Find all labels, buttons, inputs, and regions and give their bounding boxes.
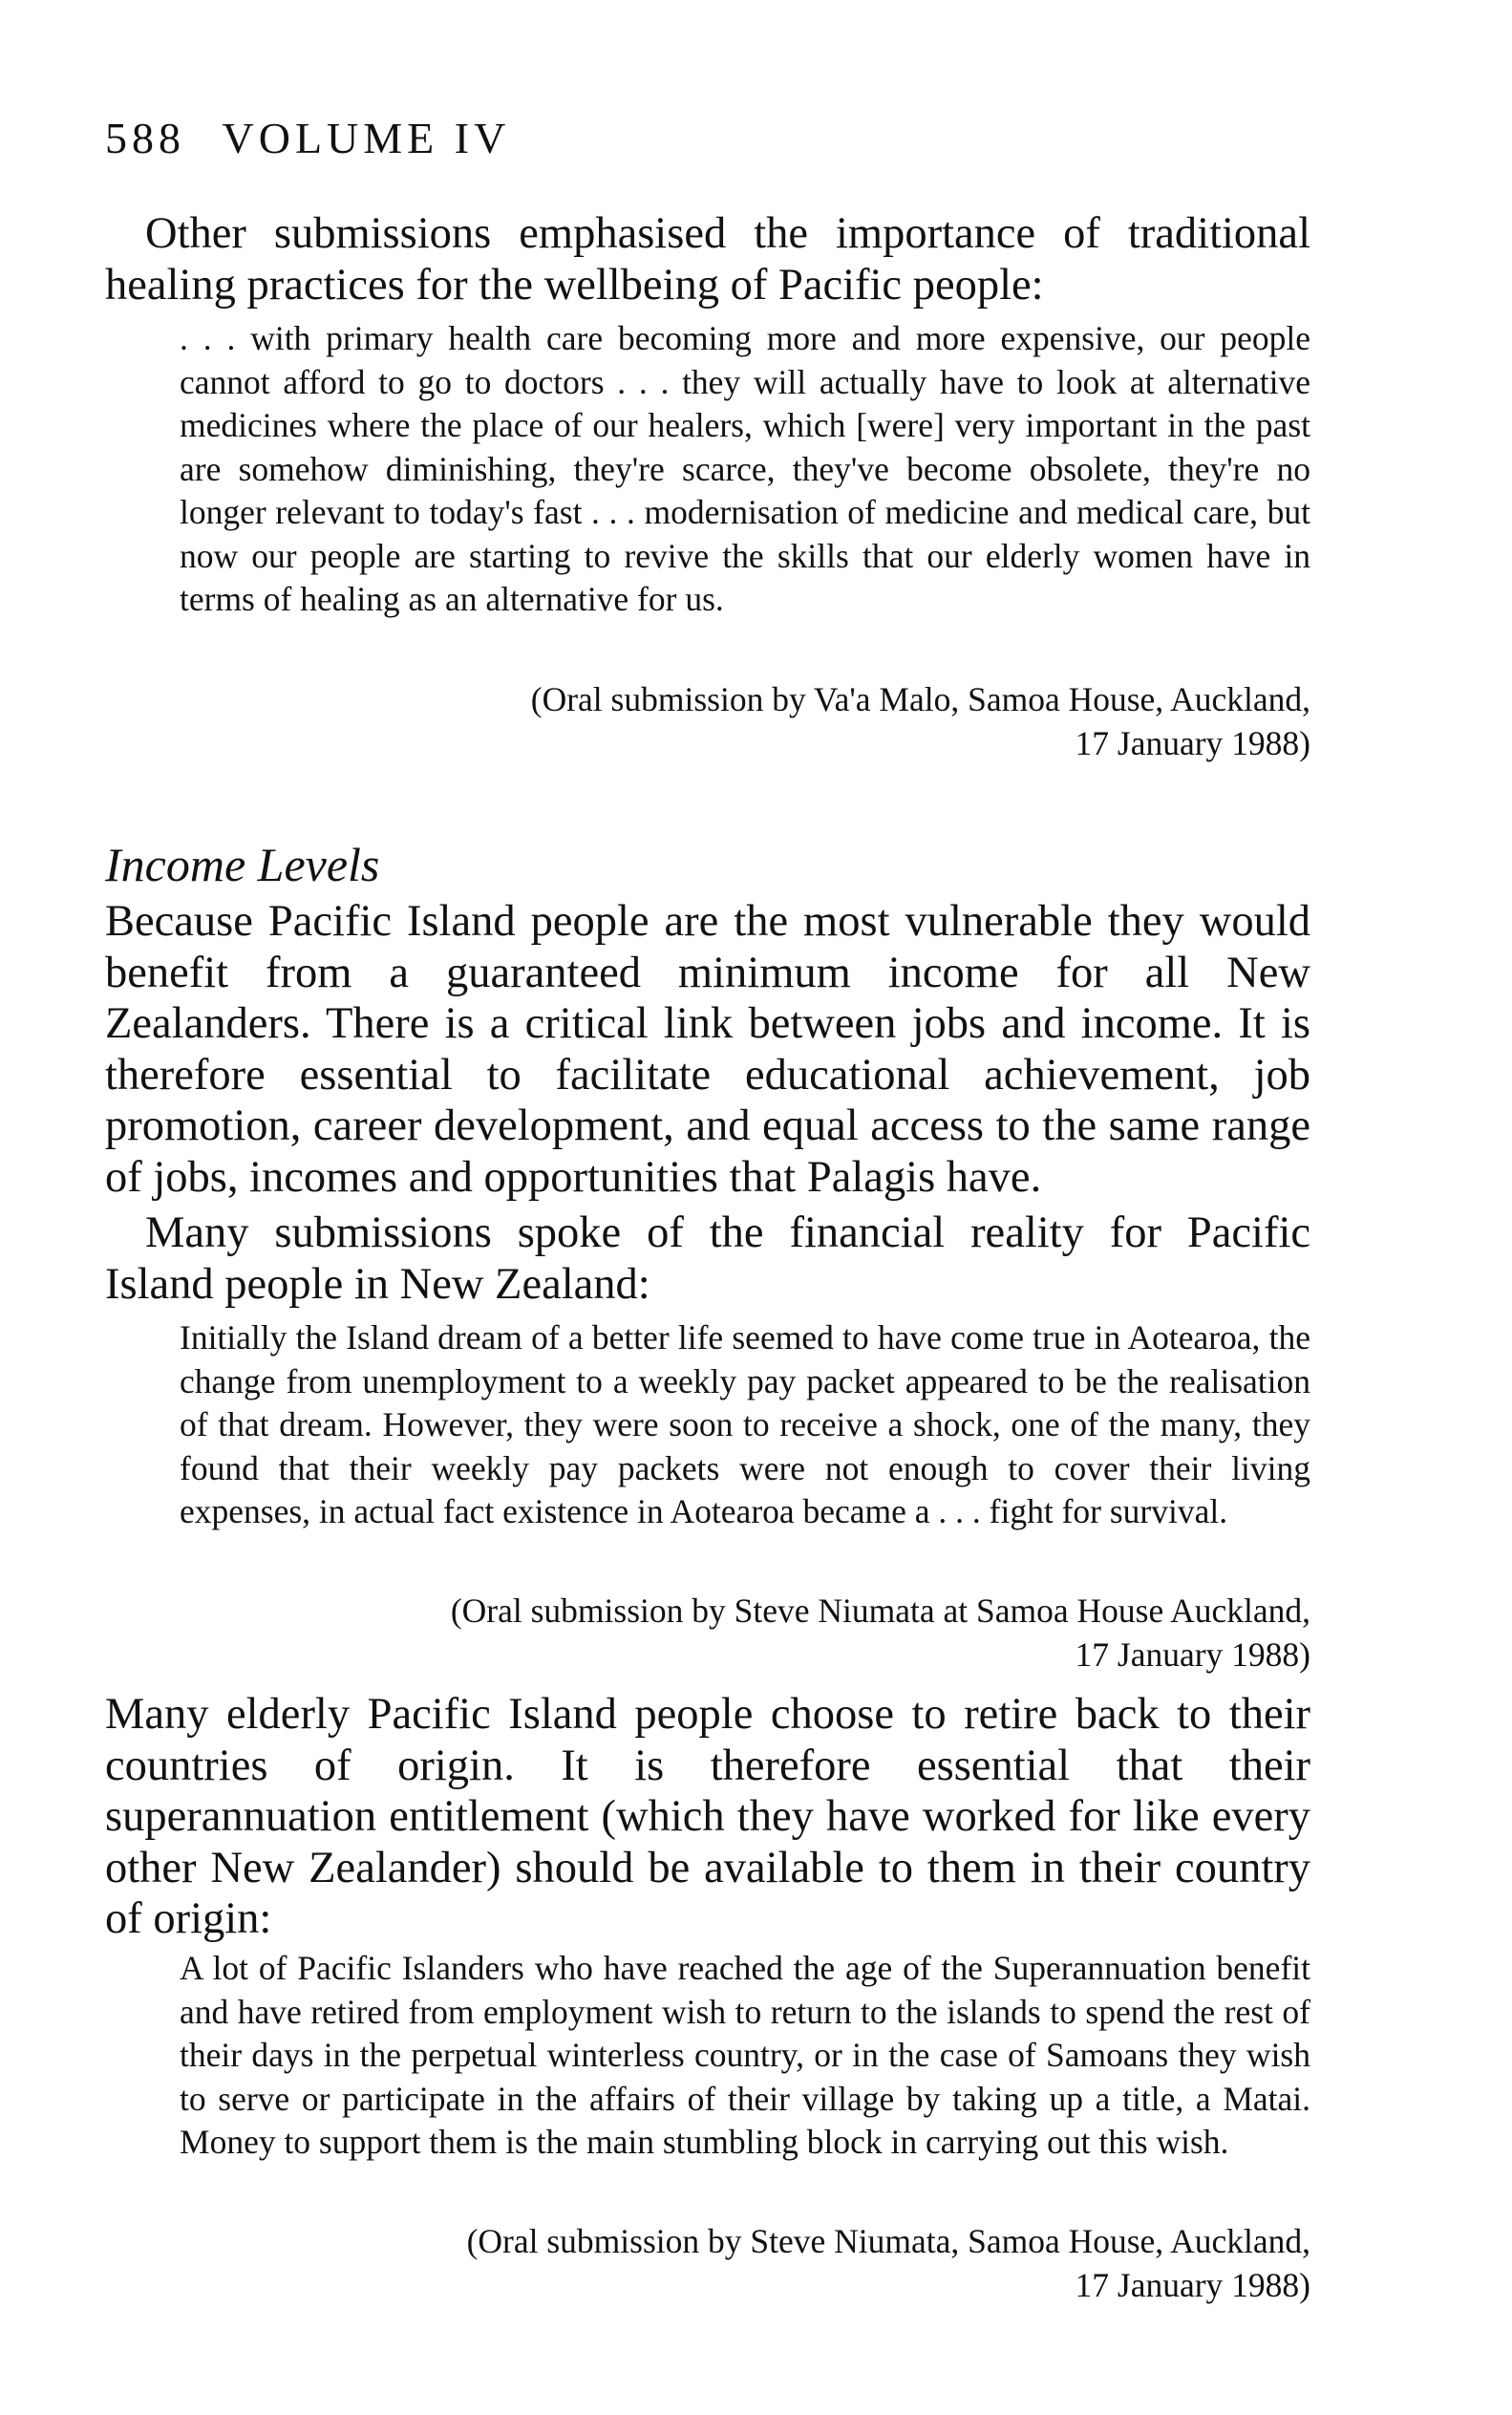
quote-attribution-line2: 17 January 1988) xyxy=(1075,2266,1310,2304)
paragraph-text: Other submissions emphasised the importance of traditional healing practices for the wellbeing of Pacific people: xyxy=(105,209,1310,310)
paragraph-text: Because Pacific Island people are the most vulnerable they would benefit from a guaranteed minimum income for all New Zealanders. There is a critical link between jobs and income. It is therefore essential to facilitate educational achievement, job promotion, career development, and equal access to the same range of jobs, incomes and opportunities that Palagis have. xyxy=(105,897,1310,1202)
section-heading: Income Levels xyxy=(105,838,380,891)
paragraph-financial-reality xyxy=(105,1208,1310,1310)
paragraph-income xyxy=(105,896,1310,1203)
quote-attribution-line2: 17 January 1988) xyxy=(1075,1635,1310,1674)
quote-steve-niumata-2: A lot of Pacific Islanders who have reached the age of the Superannuation benefit and have retired from employment wish to return to the islands to spend the rest of their days in the perpetual winterless country, or in the case of Samoans they wish to serve or participate in the affairs of their village by taking up a title, a Matai. Money to support them is the main stumbling block in carrying out this wish. xyxy=(180,1949,1310,2161)
volume-label: VOLUME IV xyxy=(222,114,511,162)
paragraph-text: Many submissions spoke of the financial reality for Pacific Island people in New Zealand: xyxy=(105,1208,1310,1309)
paragraph-traditional-healing xyxy=(105,208,1310,310)
page-number: 588 xyxy=(105,114,185,162)
quote-attribution-line1: (Oral submission by Steve Niumata at Samoa House Auckland, xyxy=(450,1592,1310,1630)
quote-steve-niumata-1: Initially the Island dream of a better life seemed to have come true in Aotearoa, the change from unemployment to a weekly pay packet appeared to be the realisation of that dream. However, they were soon to receive a shock, one of the many, they found that their weekly pay packets were not enough to cover their living expenses, in actual fact existence in Aotearoa became a . . . fight for survival. xyxy=(180,1318,1310,1530)
quote-attribution-line2: 17 January 1988) xyxy=(1075,724,1310,762)
quote-attribution-line1: (Oral submission by Va'a Malo, Samoa House, Auckland, xyxy=(530,680,1310,718)
paragraph-text: Many elderly Pacific Island people choose to retire back to their countries of origin. It is therefore essential that their superannuation entitlement (which they have worked for like every other New Zealander) should be available to them in their country of origin: xyxy=(105,1690,1310,1943)
running-header xyxy=(105,113,510,163)
paragraph-superannuation xyxy=(105,1689,1310,1945)
quote-attribution-line1: (Oral submission by Steve Niumata, Samoa House, Auckland, xyxy=(466,2222,1310,2260)
quote-va-a-malo: . . . with primary health care becoming more and more expensive, our people cannot afford to go to doctors . . . they will actually have to look at alternative medicines where the place of our healers, which [were] very important in the past are somehow diminishing, they're scarce, they've become obsolete, they're no longer relevant to today's fast . . . modernisation of medicine and medical care, but now our people are starting to revive the skills that our elderly women have in terms of healing as an alternative for us. xyxy=(180,319,1310,618)
